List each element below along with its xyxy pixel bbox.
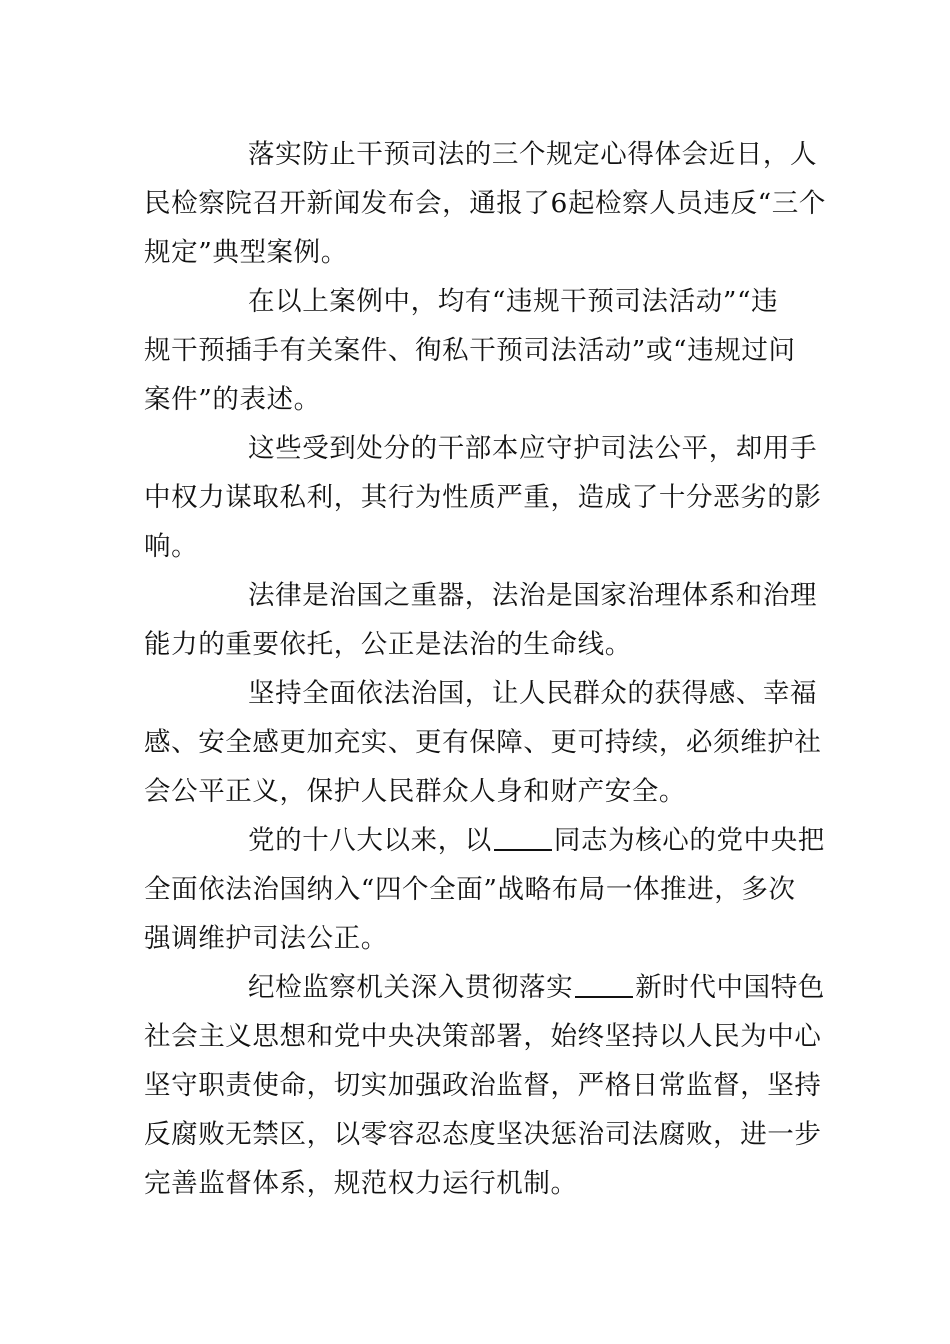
text-line-with-blank xyxy=(144,963,825,1012)
fill-in-blank xyxy=(575,970,633,998)
text-line: 全面依法治国纳入“四个全面”战略布局一体推进，多次 xyxy=(144,874,796,905)
paragraph-7 xyxy=(144,963,825,1208)
text-line: 强调维护司法公正。 xyxy=(144,923,388,954)
text-line: 坚守职责使命，切实加强政治监督，严格日常监督，坚持 xyxy=(144,1070,822,1101)
paragraph-4 xyxy=(144,571,818,669)
paragraph-5 xyxy=(144,669,822,816)
text-line: 响。 xyxy=(144,531,199,562)
document-body xyxy=(144,130,827,1208)
text-segment: 党的十八大以来，以 xyxy=(248,825,492,856)
text-segment: 纪检监察机关深入贯彻落实 xyxy=(248,972,574,1003)
paragraph-2 xyxy=(144,277,808,424)
text-line: 案件”的表述。 xyxy=(144,384,321,415)
text-segment: 同志为核心的党中央把 xyxy=(553,825,825,856)
paragraph-6 xyxy=(144,816,825,963)
paragraph-1 xyxy=(144,130,827,277)
text-line: 规干预插手有关案件、徇私干预司法活动”或“违规过问 xyxy=(144,335,796,366)
text-line: 在以上案例中，均有“违规干预司法活动”“违 xyxy=(248,286,779,317)
text-line: 会公平正义，保护人民群众人身和财产安全。 xyxy=(144,776,686,807)
text-segment: 新时代中国特色 xyxy=(635,972,825,1003)
text-line: 感、安全感更加充实、更有保障、更可持续，必须维护社 xyxy=(144,727,822,758)
text-line: 中权力谋取私利，其行为性质严重，造成了十分恶劣的影 xyxy=(144,482,822,513)
text-line: 反腐败无禁区，以零容忍态度坚决惩治司法腐败，进一步 xyxy=(144,1119,822,1150)
text-line: 社会主义思想和党中央决策部署，始终坚持以人民为中心 xyxy=(144,1021,822,1052)
text-line: 法律是治国之重器，法治是国家治理体系和治理 xyxy=(248,580,818,611)
text-line: 完善监督体系，规范权力运行机制。 xyxy=(144,1168,578,1199)
text-line: 民检察院召开新闻发布会，通报了6起检察人员违反“三个 xyxy=(144,188,827,219)
paragraph-3 xyxy=(144,424,822,571)
fill-in-blank xyxy=(494,823,552,851)
text-line: 规定”典型案例。 xyxy=(144,237,348,268)
text-line: 能力的重要依托，公正是法治的生命线。 xyxy=(144,629,632,660)
text-line: 落实防止干预司法的三个规定心得体会近日，人 xyxy=(248,139,818,170)
text-line: 坚持全面依法治国，让人民群众的获得感、幸福 xyxy=(248,678,818,709)
text-line-with-blank xyxy=(144,816,825,865)
text-line: 这些受到处分的干部本应守护司法公平，却用手 xyxy=(248,433,818,464)
